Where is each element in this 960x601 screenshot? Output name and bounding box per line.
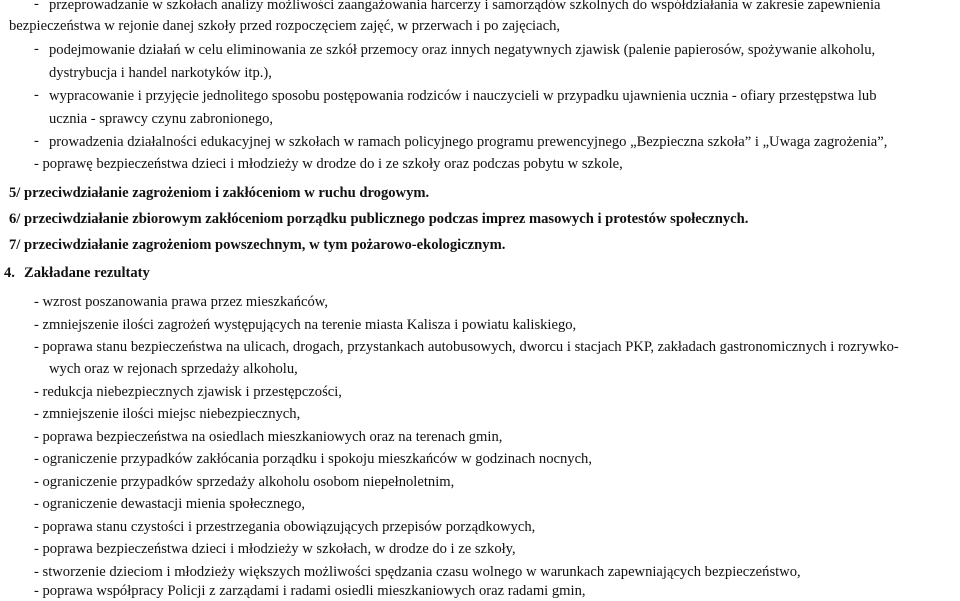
list-item-text: prowadzenia działalności edukacyjnej w szkołach w ramach policyjnego programu prewencyjnego „Bezpieczna szkoła” i „Uwaga zagrożenia”, <box>49 134 888 150</box>
result-item: - ograniczenie przypadków sprzedaży alkoholu osobom niepełnoletnim, <box>34 474 455 490</box>
result-item: - ograniczenie przypadków zakłócania porządku i spokoju mieszkańców w godzinach nocnych, <box>34 451 593 467</box>
section-title: Zakładane rezultaty <box>24 265 150 281</box>
bold-item-7: 7/ przeciwdziałanie zagrożeniom powszechnym, w tym pożarowo-ekologicznym. <box>9 237 506 253</box>
list-item-text: bezpieczeństwa w rejonie danej szkoły przed rozpoczęciem zajęć, w przerwach i po zajęciach, <box>9 18 561 34</box>
list-item-text: wypracowanie i przyjęcie jednolitego sposobu postępowania rodziców i nauczycieli w przypadku ujawnienia ucznia - ofiary przestępstwa lub <box>49 88 877 104</box>
list-dash: - <box>34 87 39 103</box>
list-dash: - <box>34 41 39 57</box>
result-item: - poprawa stanu czystości i przestrzegania obowiązujących przepisów porządkowych, <box>34 519 536 535</box>
result-item: - zmniejszenie ilości zagrożeń występujących na terenie miasta Kalisza i powiatu kaliskiego, <box>34 317 577 333</box>
list-item-text: podejmowanie działań w celu eliminowania ze szkół przemocy oraz innych negatywnych zjawisk (palenie papierosów, spożywanie alkoholu, <box>49 42 876 58</box>
result-item: - stworzenie dzieciom i młodzieży większych możliwości spędzania czasu wolnego w warunkach zapewniających bezpieczeństwo, <box>34 564 801 580</box>
result-item-continuation: wych oraz w rejonach sprzedaży alkoholu, <box>49 361 298 377</box>
section-number: 4. <box>4 265 15 281</box>
list-item-text: przeprowadzanie w szkołach analizy możliwości zaangażowania harcerzy i samorządów szkolnych do współdziałania w zakresie zapewnienia <box>49 0 881 13</box>
bold-item-6: 6/ przeciwdziałanie zbiorowym zakłóceniom porządku publicznego podczas imprez masowych i protestów społecznych. <box>9 211 749 227</box>
result-item: - zmniejszenie ilości miejsc niebezpiecznych, <box>34 406 301 422</box>
list-item-text: - poprawę bezpieczeństwa dzieci i młodzieży w drodze do i ze szkoły oraz podczas pobytu w szkole, <box>34 156 623 172</box>
result-item: - poprawa bezpieczeństwa dzieci i młodzieży w szkołach, w drodze do i ze szkoły, <box>34 541 516 557</box>
result-item: - poprawa bezpieczeństwa na osiedlach mieszkaniowych oraz na terenach gmin, <box>34 429 503 445</box>
result-item: - redukcja niebezpiecznych zjawisk i przestępczości, <box>34 384 342 400</box>
list-item-text: ucznia - sprawcy czynu zabronionego, <box>49 111 274 127</box>
result-item: - poprawa współpracy Policji z zarządami i radami osiedli mieszkaniowych oraz radami gmin, <box>34 583 586 599</box>
result-item: - ograniczenie dewastacji mienia społecznego, <box>34 496 306 512</box>
result-item: - wzrost poszanowania prawa przez mieszkańców, <box>34 294 329 310</box>
list-dash: - <box>34 0 39 12</box>
list-dash: - <box>34 133 39 149</box>
bold-item-5: 5/ przeciwdziałanie zagrożeniom i zakłóceniom w ruchu drogowym. <box>9 185 430 201</box>
result-item: - poprawa stanu bezpieczeństwa na ulicach, drogach, przystankach autobusowych, dworcu i stacjach PKP, zakładach gastronomicznych i rozrywko- <box>34 339 899 355</box>
list-item-text: dystrybucja i handel narkotyków itp.), <box>49 65 272 81</box>
